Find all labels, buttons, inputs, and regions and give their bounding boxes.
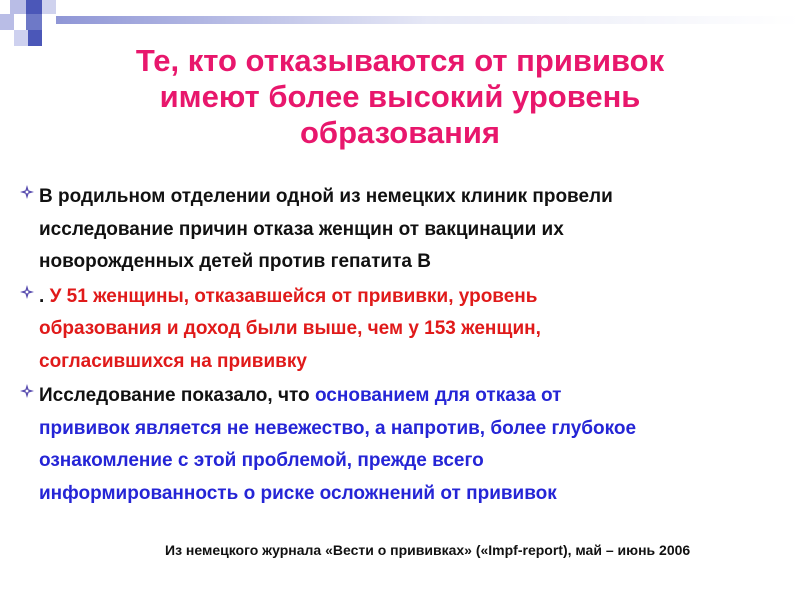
deco-square — [0, 14, 14, 30]
bullet-item — [20, 281, 780, 379]
deco-square — [26, 0, 42, 14]
diamond-star-bullet-icon — [20, 384, 34, 398]
diamond-star-bullet-icon — [20, 185, 34, 199]
bullet-item — [20, 380, 780, 510]
bullet-line: В родильном отделении одной из немецких клиник провели — [39, 186, 613, 207]
blue-text: основанием для отказа от — [314, 385, 562, 406]
blue-text: ознакомление с этой проблемой, прежде всего — [39, 450, 484, 471]
bullet-line: исследование причин отказа женщин от вакцинации их — [39, 218, 564, 240]
bullet-line — [39, 380, 780, 413]
title-line: имеют более высокий уровень — [159, 79, 641, 114]
blue-text: прививок является не невежество, а напротив, более глубокое — [39, 417, 637, 439]
deco-square — [26, 14, 42, 30]
red-text: образования и доход были выше, чем у 153 женщин, — [39, 318, 541, 339]
deco-bar — [56, 16, 800, 24]
bullet-text — [39, 181, 780, 279]
blue-text: информированность о риске осложнений от прививок — [39, 482, 557, 504]
black-text: Исследование показало, что — [39, 385, 315, 406]
red-text: У 51 женщины, отказавшейся от прививки, уровень — [49, 285, 538, 307]
source-citation: Из немецкого журнала «Вести о прививках» («Impf-report), май – июнь 2006 — [165, 542, 691, 558]
title-line: образования — [300, 115, 500, 150]
bullet-line: новорожденных детей против гепатита В — [39, 251, 431, 272]
bullet-text — [39, 380, 780, 510]
bullet-list — [20, 181, 780, 512]
bullet-line — [39, 281, 780, 314]
bullet-item — [20, 181, 780, 279]
title-line: Те, кто отказываются от прививок — [135, 43, 665, 78]
deco-square — [42, 0, 56, 14]
diamond-star-bullet-icon — [20, 285, 34, 299]
bullet-text — [39, 281, 780, 379]
bullet-prefix: . — [39, 285, 50, 307]
deco-square — [10, 0, 26, 14]
slide-title — [0, 43, 800, 151]
red-text: согласившихся на прививку — [39, 350, 307, 372]
